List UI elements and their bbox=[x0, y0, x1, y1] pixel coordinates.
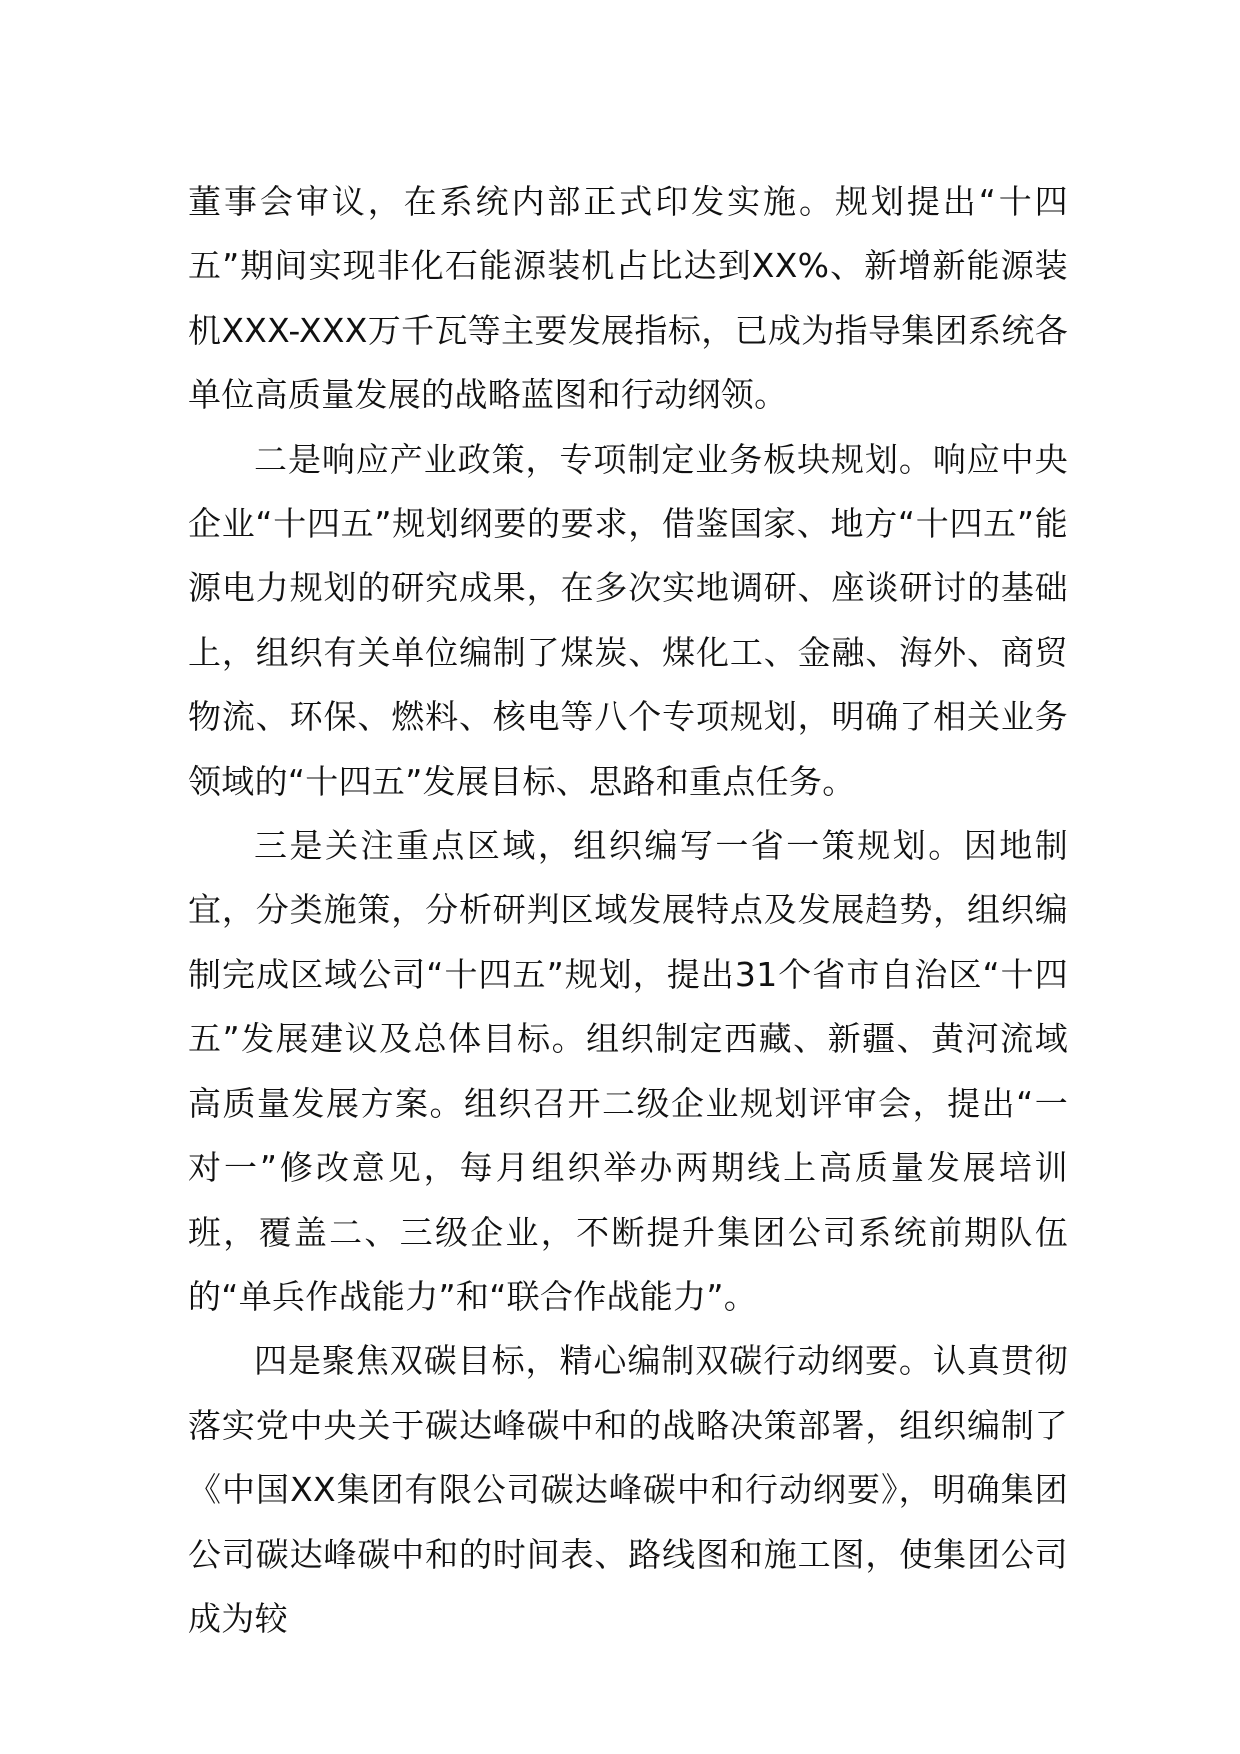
paragraph-industry-policy: 二是响应产业政策，专项制定业务板块规划。响应中央企业“十四五”规划纲要的要求，借鉴国家、地方“十四五”能源电力规划的研究成果，在多次实地调研、座谈研讨的基础上，组织有关单位编制了煤炭、煤化工、金融、海外、商贸物流、环保、燃料、核电等八个专项规划，明确了相关业务领域的“十四五”发展目标、思路和重点任务。 bbox=[188, 439, 1068, 801]
paragraph-dual-carbon: 四是聚焦双碳目标，精心编制双碳行动纲要。认真贯彻落实党中央关于碳达峰碳中和的战略决策部署，组织编制了《中国XX集团有限公司碳达峰碳中和行动纲要》，明确集团公司碳达峰碳中和的时间表、路线图和施工图，使集团公司成为较 bbox=[188, 1341, 1068, 1638]
paragraph-key-regions: 三是关注重点区域，组织编写一省一策规划。因地制宜，分类施策，分析研判区域发展特点及发展趋势，组织编制完成区域公司“十四五”规划，提出31个省市自治区“十四五”发展建议及总体目标。组织制定西藏、新疆、黄河流域高质量发展方案。组织召开二级企业规划评审会，提出“一对一”修改意见，每月组织举办两期线上高质量发展培训班，覆盖二、三级企业，不断提升集团公司系统前期队伍的“单兵作战能力”和“联合作战能力”。 bbox=[188, 826, 1068, 1316]
document-body bbox=[188, 170, 1068, 1651]
paragraph-continuation: 董事会审议，在系统内部正式印发实施。规划提出“十四五”期间实现非化石能源装机占比达到XX%、新增新能源装机XXX-XXX万千瓦等主要发展指标，已成为指导集团系统各单位高质量发展的战略蓝图和行动纲领。 bbox=[188, 182, 1068, 415]
